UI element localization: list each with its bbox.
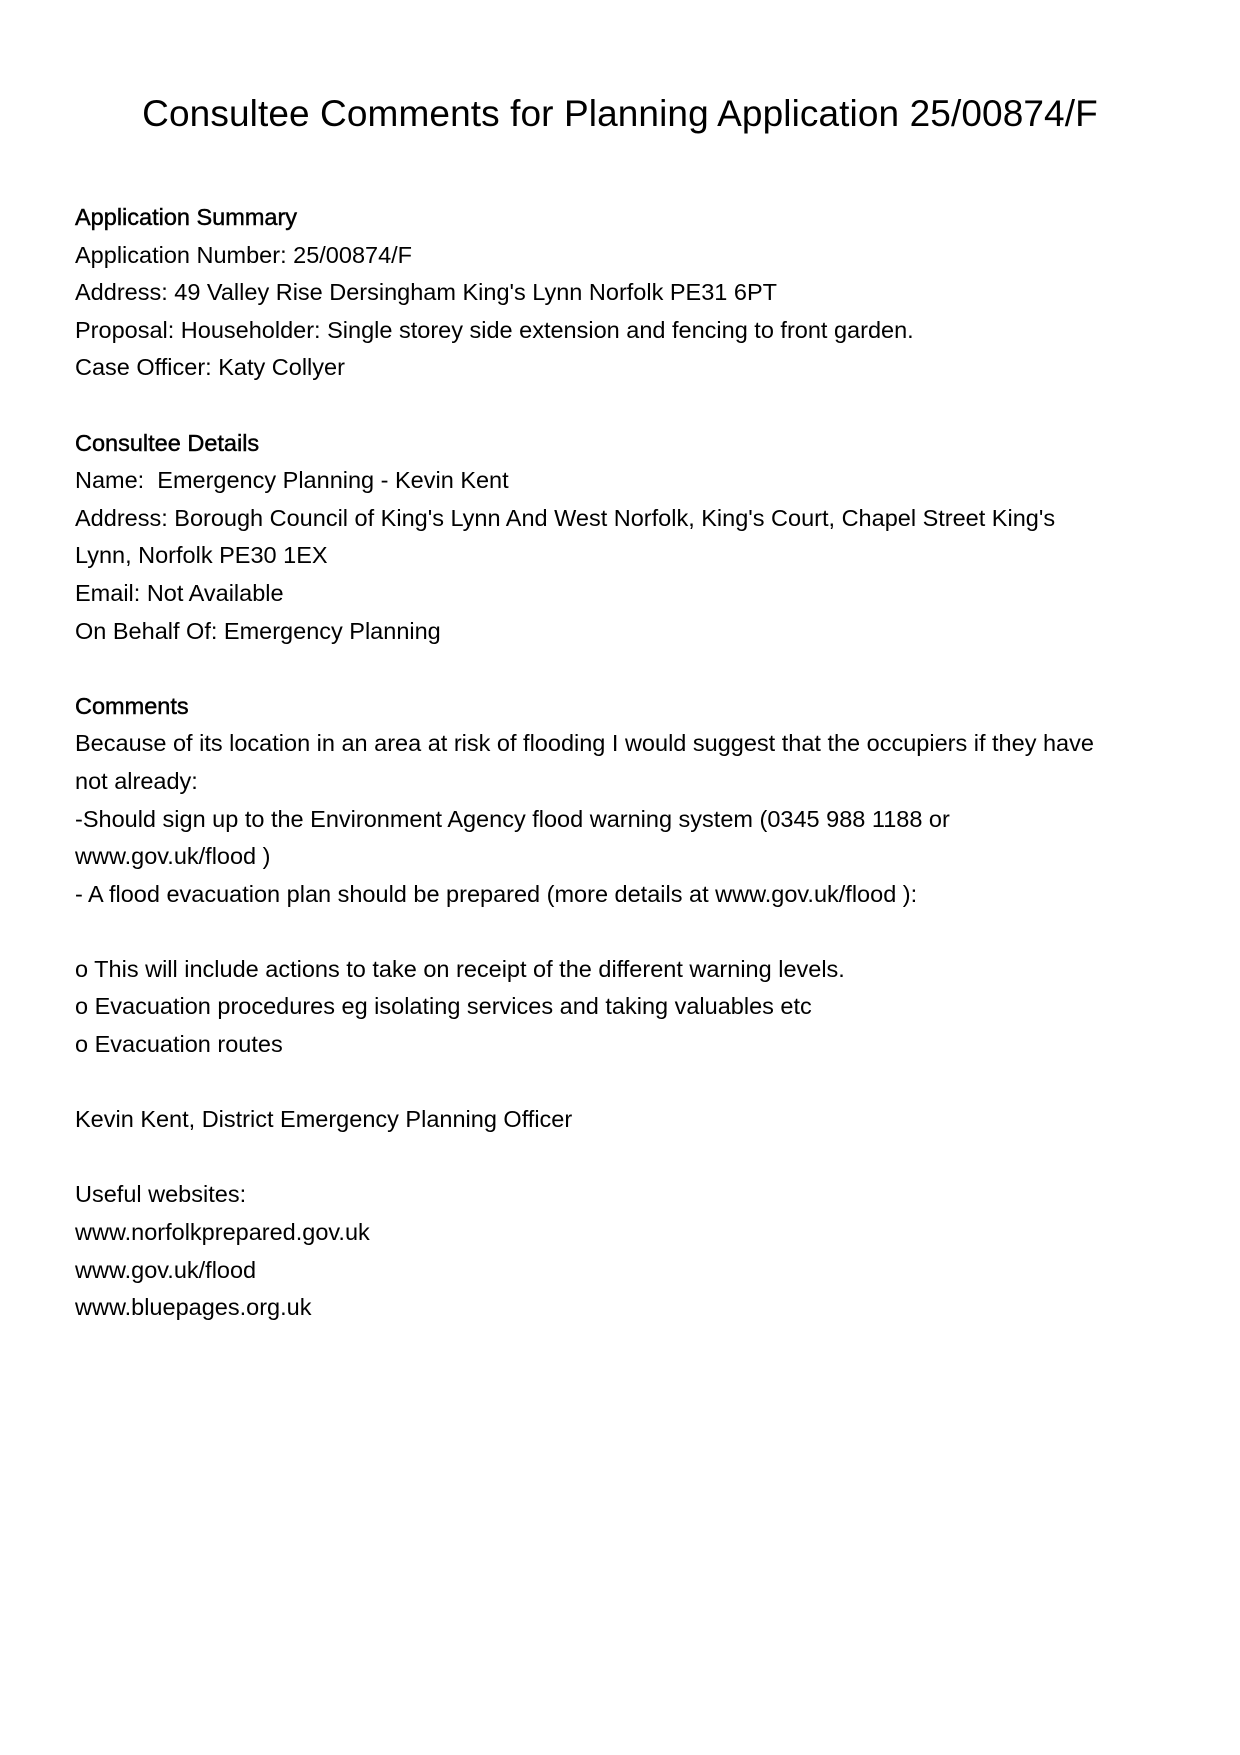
- consultee-address-line-1: Address: Borough Council of King's Lynn And West Norfolk, King's Court, Chapel Street King's: [75, 504, 1056, 531]
- page-title: Consultee Comments for Planning Application 25/00874/F: [142, 93, 1098, 134]
- comments-heading: Comments: [75, 692, 189, 719]
- website-link: www.bluepages.org.uk: [75, 1294, 312, 1321]
- application-number: Application Number: 25/00874/F: [75, 241, 413, 268]
- comment-line: Because of its location in an area at risk of flooding I would suggest that the occupiers if they have: [75, 730, 1094, 757]
- application-address: Address: 49 Valley Rise Dersingham King's Lynn Norfolk PE31 6PT: [75, 279, 777, 306]
- comment-line: not already:: [75, 767, 198, 794]
- spacer: [75, 1064, 1175, 1102]
- signature: Kevin Kent, District Emergency Planning Officer: [75, 1106, 573, 1133]
- spacer: [75, 650, 1175, 688]
- comment-line: -Should sign up to the Environment Agency flood warning system (0345 988 1188 or: [75, 805, 950, 832]
- consultee-on-behalf-of: On Behalf Of: Emergency Planning: [75, 617, 441, 644]
- consultee-address-line-2: Lynn, Norfolk PE30 1EX: [75, 542, 328, 569]
- comment-line: - A flood evacuation plan should be prepared (more details at www.gov.uk/flood ):: [75, 880, 918, 907]
- website-link: www.gov.uk/flood: [75, 1256, 257, 1283]
- document-body: [75, 199, 1175, 1327]
- spacer: [75, 1139, 1175, 1177]
- consultee-email: Email: Not Available: [75, 579, 284, 606]
- comment-bullet: o This will include actions to take on receipt of the different warning levels.: [75, 955, 845, 982]
- comment-bullet: o Evacuation routes: [75, 1031, 283, 1058]
- application-proposal: Proposal: Householder: Single storey side extension and fencing to front garden.: [75, 316, 914, 343]
- application-summary-heading: Application Summary: [75, 204, 298, 230]
- spacer: [75, 387, 1175, 425]
- websites-label: Useful websites:: [75, 1181, 247, 1208]
- consultee-details-heading: Consultee Details: [75, 429, 260, 456]
- comment-line: www.gov.uk/flood ): [75, 843, 271, 870]
- comments-section: [75, 688, 1175, 1327]
- spacer: [75, 913, 1175, 951]
- comment-bullet: o Evacuation procedures eg isolating services and taking valuables etc: [75, 993, 812, 1020]
- website-link: www.norfolkprepared.gov.uk: [75, 1219, 370, 1246]
- application-summary-section: [75, 199, 1175, 387]
- consultee-details-section: [75, 425, 1175, 651]
- consultee-name: Name: Emergency Planning - Kevin Kent: [75, 467, 509, 494]
- case-officer: Case Officer: Katy Collyer: [75, 354, 345, 381]
